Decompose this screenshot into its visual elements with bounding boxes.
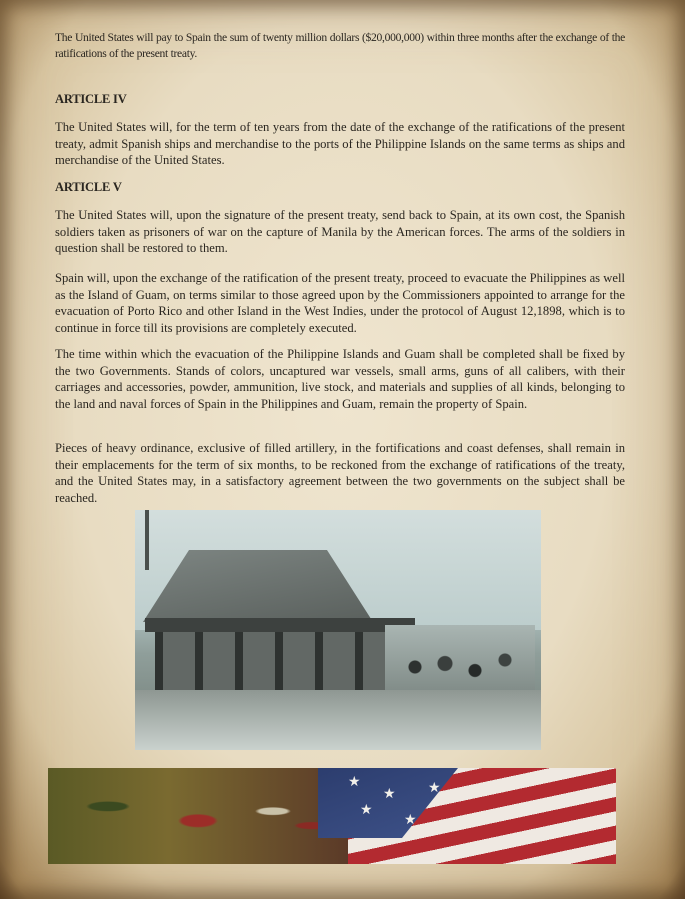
- photo-eave: [145, 618, 415, 632]
- article-v-paragraph-2: Spain will, upon the exchange of the ratification of the present treaty, proceed to evacuate the Philippines as well as the Island of Guam, on terms similar to those agreed upon by the Commissioners appointed to arrange for the evacuation of Porto Rico and other Island in the West Indies, under the protocol of August 12,1898, which is to continue in force till its provisions are completely executed.: [55, 271, 625, 335]
- article-v-paragraph-3: The time within which the evacuation of the Philippine Islands and Guam shall be completed shall be fixed by the two Governments. Stands of colors, uncaptured war vessels, small arms, guns of all calibers, with their carriages and accessories, powder, ammunition, live stock, and materials and supplies of all kinds, belonging to the land and naval forces of Spain in the Philippines and Guam, remain the property of Spain.: [55, 347, 625, 411]
- article-v-paragraph-1: The United States will, upon the signature of the present treaty, send back to Spain, at its own cost, the Spanish soldiers taken as prisoners of war on the capture of Manila by the American forces. The arms of the soldiers in question shall be restored to them.: [55, 208, 625, 255]
- article-iv-heading: ARTICLE IV: [55, 92, 127, 106]
- star-icon: ★: [360, 802, 373, 818]
- historic-building-photo: [135, 510, 541, 750]
- article-v-paragraph-4: Pieces of heavy ordinance, exclusive of filled artillery, in the fortifications and coast defenses, shall remain in their emplacements for the term of six months, to be reckoned from the exchange of ratifications of the treaty, and the United States may, in a satisfactory agreement between the two governments on the subject shall be reached.: [55, 441, 625, 505]
- article-v-heading: ARTICLE V: [55, 180, 122, 194]
- flag-and-soldiers-banner: [48, 768, 616, 864]
- photo-ground: [135, 690, 541, 750]
- photo-wall: [155, 632, 405, 692]
- paragraph-payment: The United States will pay to Spain the sum of twenty million dollars ($20,000,000) within three months after the exchange of the ratifications of the present treaty.: [55, 31, 625, 60]
- star-icon: ★: [348, 774, 361, 790]
- photo-crowd: [385, 625, 535, 695]
- photo-pole: [145, 510, 149, 570]
- star-icon: ★: [428, 780, 441, 796]
- article-iv-text: The United States will, for the term of ten years from the date of the exchange of the ratifications of the present treaty, admit Spanish ships and merchandise to the ports of the Philippine Islands on the same terms as ships and merchandise of the United States.: [55, 120, 625, 167]
- soldiers-painting: [48, 768, 348, 864]
- star-icon: ★: [404, 812, 417, 828]
- star-icon: ★: [383, 786, 396, 802]
